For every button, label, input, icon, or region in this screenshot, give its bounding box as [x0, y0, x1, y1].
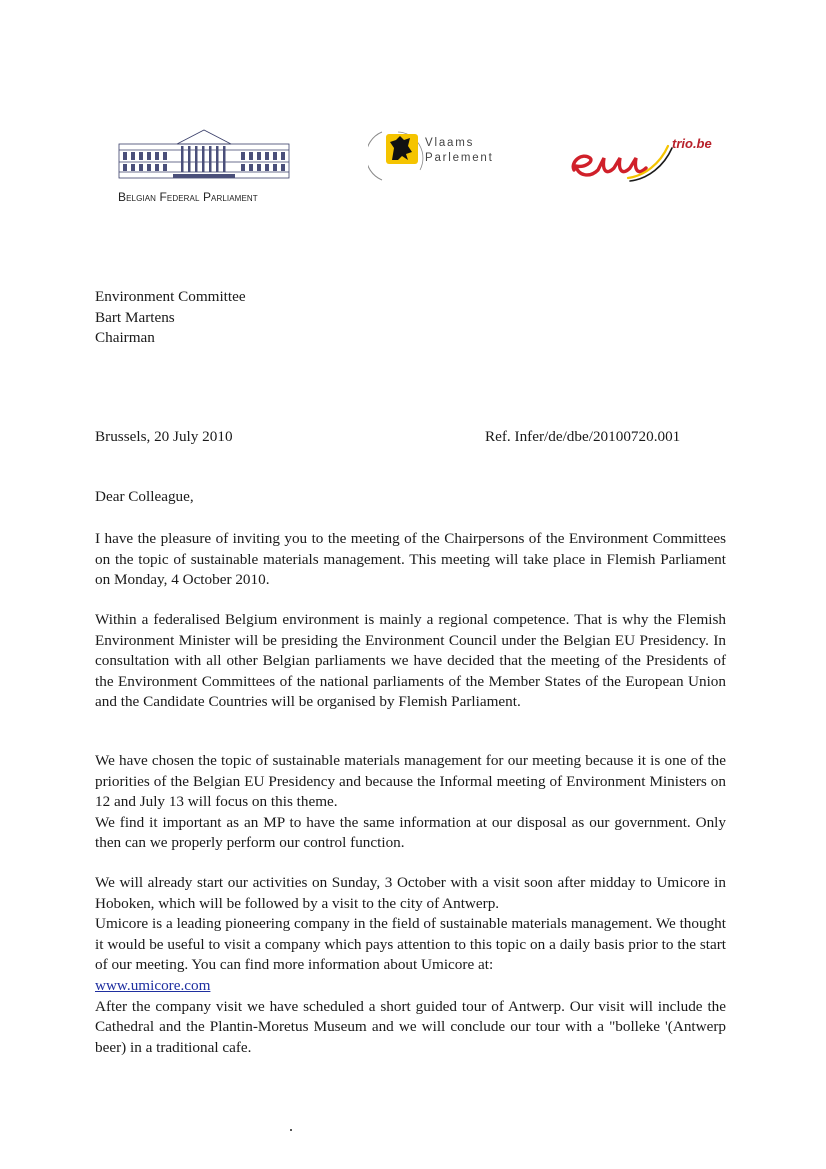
- sender-committee: Environment Committee: [95, 288, 246, 305]
- parliament-building-icon: [117, 128, 291, 180]
- bfp-caption: Belgian Federal Parliament: [118, 190, 258, 204]
- paragraph-activities-start: We will already start our activities on Sunday, 3 October with a visit soon after midday to Umicore in Hoboken, which will be followed by a visit to the city of Antwerp.: [95, 874, 726, 912]
- reference-number: Ref. Infer/de/dbe/20100720.001: [485, 428, 681, 445]
- paragraph-umicore: Umicore is a leading pioneering company in the field of sustainable materials management. We thought it would be useful to visit a company which pays attention to this topic on a daily basis prior to the start of our meeting. You can find more information about Umicore at:: [95, 915, 726, 974]
- paragraph-federal-context: Within a federalised Belgium environment is mainly a regional competence. That is why the Flemish Environment Minister will be presiding the Environment Council under the Belgian EU Presidency. In consultation with all other Belgian parliaments we have decided that the meeting of the Presidents of the Environment Committees of the national parliaments of the Member States of the European Union and the Candidate Countries will be organised by Flemish Parliament.: [95, 611, 726, 711]
- eu-script-logo-icon: [568, 136, 678, 186]
- salutation: Dear Colleague,: [95, 488, 194, 505]
- sender-title: Chairman: [95, 329, 155, 346]
- trio-label: trio.be: [672, 136, 712, 151]
- paragraph-tour: After the company visit we have scheduled a short guided tour of Antwerp. Our visit will include the Cathedral and the Plantin-Moretus Museum and we will conclude our tour with a "bolleke '(Antwerp beer) in a traditional cafe.: [95, 997, 726, 1056]
- vp-text: [425, 136, 494, 166]
- paragraph-activities: [95, 873, 726, 1058]
- paragraph-invitation: I have the pleasure of inviting you to the meeting of the Chairpersons of the Environment Committees on the topic of sustainable materials management. This meeting will take place in Flemish Parliament on Monday, 4 October 2010.: [95, 530, 726, 589]
- vp-line2: Parlement: [425, 152, 494, 164]
- sender-block: [95, 287, 246, 349]
- vp-line1: Vlaams: [425, 137, 475, 149]
- date-line: Brussels, 20 July 2010: [95, 428, 233, 445]
- paragraph-topic-importance: We find it important as an MP to have the same information at our disposal as our government. Only then can we properly perform our control function.: [95, 813, 726, 852]
- umicore-link[interactable]: www.umicore.com: [95, 976, 211, 994]
- paragraph-topic-reason: We have chosen the topic of sustainable materials management for our meeting because it is one of the priorities of the Belgian EU Presidency and because the Informal meeting of Environment Ministers on 12 and July 13 will focus on this theme.: [95, 752, 726, 811]
- sender-name: Bart Martens: [95, 308, 175, 326]
- scan-speck: [290, 1129, 292, 1131]
- paragraph-topic: [95, 751, 726, 854]
- umicore-link-row: [95, 976, 726, 997]
